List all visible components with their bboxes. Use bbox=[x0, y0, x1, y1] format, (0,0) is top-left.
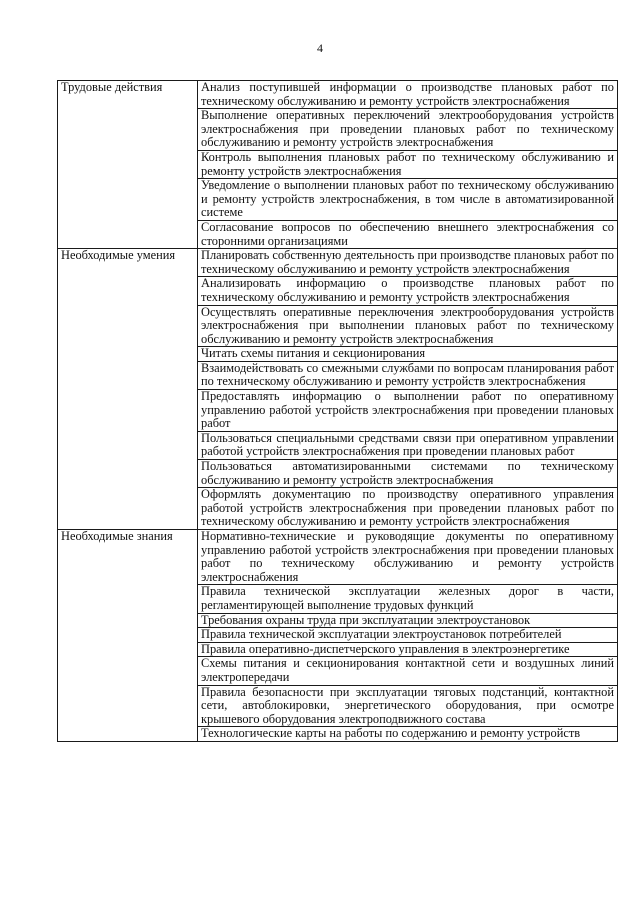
table-cell: Уведомление о выполнении плановых работ по техническому обслуживанию и ремонту устройств электроснабжения, в том числе в автоматизированной системе bbox=[198, 179, 618, 221]
table-cell: Правила оперативно-диспетчерского управления в электроэнергетике bbox=[198, 642, 618, 657]
table-row bbox=[58, 530, 618, 585]
table-cell: Анализ поступившей информации о производстве плановых работ по техническому обслуживанию и ремонту устройств электроснабжения bbox=[198, 81, 618, 109]
table-cell: Пользоваться специальными средствами связи при оперативном управлении работой устройств электроснабжения при проведении плановых работ bbox=[198, 431, 618, 459]
table-cell: Взаимодействовать со смежными службами по вопросам планирования работ по техническому обслуживанию и ремонту устройств электроснабжения bbox=[198, 361, 618, 389]
table-cell: Выполнение оперативных переключений электрооборудования устройств электроснабжения при проведении плановых работ по техническому обслуживанию и ремонту устройств электроснабжения bbox=[198, 109, 618, 151]
table-cell: Предоставлять информацию о выполнении работ по оперативному управлению работой устройств электроснабжения при проведении плановых работ bbox=[198, 390, 618, 432]
table-cell: Правила безопасности при эксплуатации тяговых подстанций, контактной сети, автоблокировки, энергетического оборудования, при осмотре крышевого оборудования электроподвижного состава bbox=[198, 685, 618, 727]
table-cell: Требования охраны труда при эксплуатации электроустановок bbox=[198, 613, 618, 628]
page-number: 4 bbox=[317, 41, 323, 55]
table-cell: Осуществлять оперативные переключения электрооборудования устройств электроснабжения при выполнении плановых работ по техническому обслуживанию и ремонту устройств электроснабжения bbox=[198, 305, 618, 347]
table-cell: Планировать собственную деятельность при производстве плановых работ по техническому обслуживанию и ремонту устройств электроснабжения bbox=[198, 249, 618, 277]
table-cell: Технологические карты на работы по содержанию и ремонту устройств bbox=[198, 727, 618, 742]
section-label-required-knowledge: Необходимые знания bbox=[58, 530, 198, 742]
table-row bbox=[58, 249, 618, 277]
table-cell: Правила технической эксплуатации железных дорог в части, регламентирующей выполнение трудовых функций bbox=[198, 585, 618, 613]
table-cell: Анализировать информацию о производстве плановых работ по техническому обслуживанию и ремонту устройств электроснабжения bbox=[198, 277, 618, 305]
section-label-labor-actions: Трудовые действия bbox=[58, 81, 198, 249]
table-cell: Оформлять документацию по производству оперативного управления работой устройств электроснабжения при проведении плановых работ по техническому обслуживанию и ремонту устройств электроснабжения bbox=[198, 488, 618, 530]
table-cell: Согласование вопросов по обеспечению внешнего электроснабжения со сторонними организациями bbox=[198, 220, 618, 248]
table-cell: Пользоваться автоматизированными системами по техническому обслуживанию и ремонту устройств электроснабжения bbox=[198, 460, 618, 488]
competency-table bbox=[57, 80, 618, 742]
table-cell: Нормативно-технические и руководящие документы по оперативному управлению работой устройств электроснабжения при проведении плановых работ по техническому обслуживанию и ремонту устройств электроснабжения bbox=[198, 530, 618, 585]
table-cell: Схемы питания и секционирования контактной сети и воздушных линий электропередачи bbox=[198, 657, 618, 685]
section-label-required-skills: Необходимые умения bbox=[58, 249, 198, 530]
table-cell: Контроль выполнения плановых работ по техническому обслуживанию и ремонту устройств электроснабжения bbox=[198, 150, 618, 178]
table-cell: Правила технической эксплуатации электроустановок потребителей bbox=[198, 628, 618, 643]
table-row bbox=[58, 81, 618, 109]
table-cell: Читать схемы питания и секционирования bbox=[198, 347, 618, 362]
